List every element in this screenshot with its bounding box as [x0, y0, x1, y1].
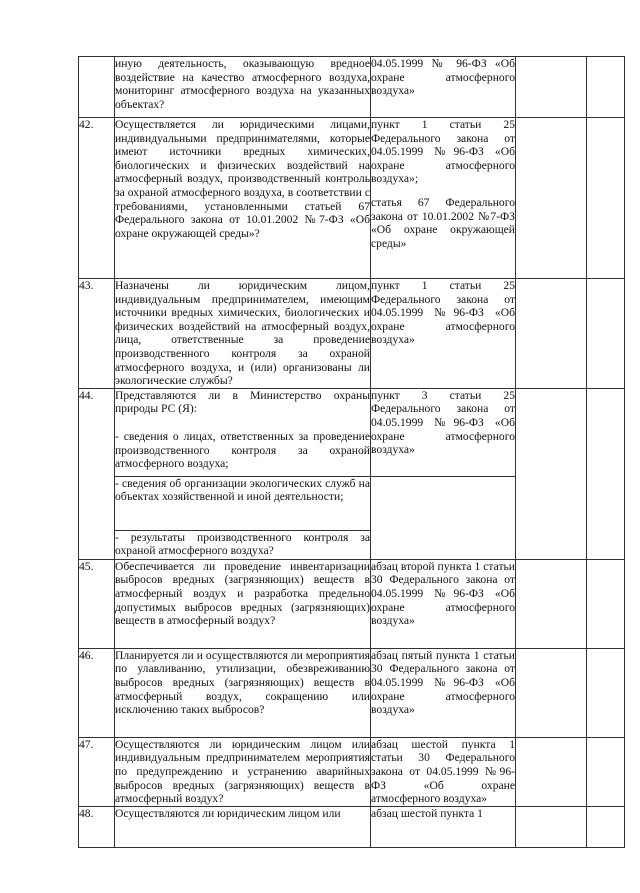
reference-text: 04.05.1999 № 96-ФЗ «Об охране атмосферного воздуха» [371, 57, 515, 98]
question-cell [115, 476, 371, 530]
question-cell [115, 559, 371, 648]
answer-cell [516, 279, 587, 389]
table-row [79, 388, 625, 476]
row-number: 44. [79, 388, 115, 559]
reference-cell [371, 388, 516, 476]
answer-cell [516, 559, 587, 648]
reference-text: пункт 1 статьи 25 Федерального закона от 04.05.1999 №96-ФЗ «Об охране атмосферного воздуха»; [371, 118, 515, 186]
document-page [78, 56, 624, 848]
answer-cell [516, 57, 587, 118]
question-text: Осуществляется ли юридическими лицами, индивидуальными предпринимателями, которые имеют источники вредных химических, биологических и физических воздействий на атмосферный воздух, производственный контроль за охраной атмосферного воздуха, в соответствии с требованиями, установленными статьей 67 Федерального закона от 10.01.2002 №7-ФЗ «Об охране окружающей среды»? [115, 118, 370, 240]
question-text: Обеспечивается ли проведение инвентаризации выбросов вредных (загрязняющих) веществ в атмосферный воздух и разработка предельно допустимых выбросов вредных (загрязняющих) веществ в атмосферный воздух? [115, 559, 370, 628]
row-number: 46. [79, 648, 115, 737]
reference-cell [371, 648, 516, 737]
reference-text: абзац пятый пункта 1 статьи 30 Федерального закона от 04.05.1999 №96-ФЗ «Об охране атмосферного воздуха» [371, 648, 515, 717]
answer-cell [516, 388, 587, 559]
reference-text: абзац шестой пункта 1 [371, 806, 483, 820]
answer-cell [516, 648, 587, 737]
question-cell [115, 279, 371, 389]
table-row [79, 806, 625, 847]
note-cell [587, 388, 625, 559]
reference-cell [371, 57, 516, 118]
row-number: 45. [79, 559, 115, 648]
question-cell [115, 388, 371, 476]
question-cell [115, 806, 371, 847]
reference-cell [371, 737, 516, 806]
question-text: Планируется ли и осуществляются ли мероприятия по улавливанию, утилизации, обезвреживанию выбросов вредных (загрязняющих) веществ в атмосферный воздух, сокращению или исключению таких выбросов? [115, 648, 370, 717]
table-row [79, 118, 625, 279]
question-cell [115, 648, 371, 737]
row-number: 42. [79, 118, 115, 279]
question-cell [115, 737, 371, 806]
question-text: Представляются ли в Министерство охраны природы РС (Я): [115, 388, 370, 416]
question-cell [115, 57, 371, 118]
question-cell [115, 530, 371, 559]
reference-cell [371, 559, 516, 648]
table-row [79, 737, 625, 806]
note-cell [587, 806, 625, 847]
note-cell [587, 648, 625, 737]
table-row [79, 648, 625, 737]
note-cell [587, 279, 625, 389]
answer-cell [516, 806, 587, 847]
question-text: - результаты производственного контроля за охраной атмосферного воздуха? [115, 530, 370, 558]
note-cell [587, 118, 625, 279]
question-text: - сведения об организации экологических служб на объектах хозяйственной и иной деятельности; [115, 476, 370, 504]
row-number: 47. [79, 737, 115, 806]
reference-text: статья 67 Федерального закона от 10.01.2002 №7-ФЗ «Об охране окружающей среды» [371, 195, 515, 250]
table-row [79, 57, 625, 118]
table-row [79, 559, 625, 648]
table-row [79, 279, 625, 389]
reference-cell [371, 806, 516, 847]
checklist-table [78, 56, 625, 848]
reference-cell [371, 476, 516, 559]
question-text: - сведения о лицах, ответственных за проведение производственного контроля за охраной атмосферного воздуха; [115, 429, 370, 471]
row-number: 43. [79, 279, 115, 389]
question-text: Осуществляются ли юридическим лицом или [115, 806, 341, 820]
reference-text: абзац шестой пункта 1 статьи 30 Федерального закона от 04.05.1999 №96-ФЗ «Об охране атмосферного воздуха» [371, 737, 515, 806]
question-text: Назначены ли юридическим лицом, индивидуальным предпринимателем, имеющим источники вредных химических, биологических и физических воздействий на атмосферный воздух, лица, ответственные за проведение производственного контроля за охраной атмосферного воздуха, и (или) организованы ли экологические службы? [115, 279, 370, 388]
reference-cell [371, 118, 516, 279]
question-text: иную деятельность, оказывающую вредное воздействие на качество атмосферного воздуха, мониторинг атмосферного воздуха на указанных объектах? [115, 57, 370, 111]
reference-text: пункт 1 статьи 25 Федерального закона от 04.05.1999 №96-ФЗ «Об охране атмосферного воздуха» [371, 279, 515, 347]
reference-text: пункт 3 статьи 25 Федерального закона от 04.05.1999 №96-ФЗ «Об охране атмосферного воздуха» [371, 388, 515, 457]
reference-text: абзац второй пункта 1 статьи 30 Федерального закона от 04.05.1999 №96-ФЗ «Об охране атмосферного воздуха» [371, 559, 515, 628]
question-text: Осуществляются ли юридическим лицом или индивидуальным предпринимателем мероприятия по предупреждению и устранению аварийных выбросов вредных (загрязняющих) веществ в атмосферный воздух? [115, 737, 370, 806]
answer-cell [516, 737, 587, 806]
note-cell [587, 737, 625, 806]
question-cell [115, 118, 371, 279]
row-number [79, 57, 115, 118]
note-cell [587, 57, 625, 118]
answer-cell [516, 118, 587, 279]
note-cell [587, 559, 625, 648]
reference-cell [371, 279, 516, 389]
row-number: 48. [79, 806, 115, 847]
